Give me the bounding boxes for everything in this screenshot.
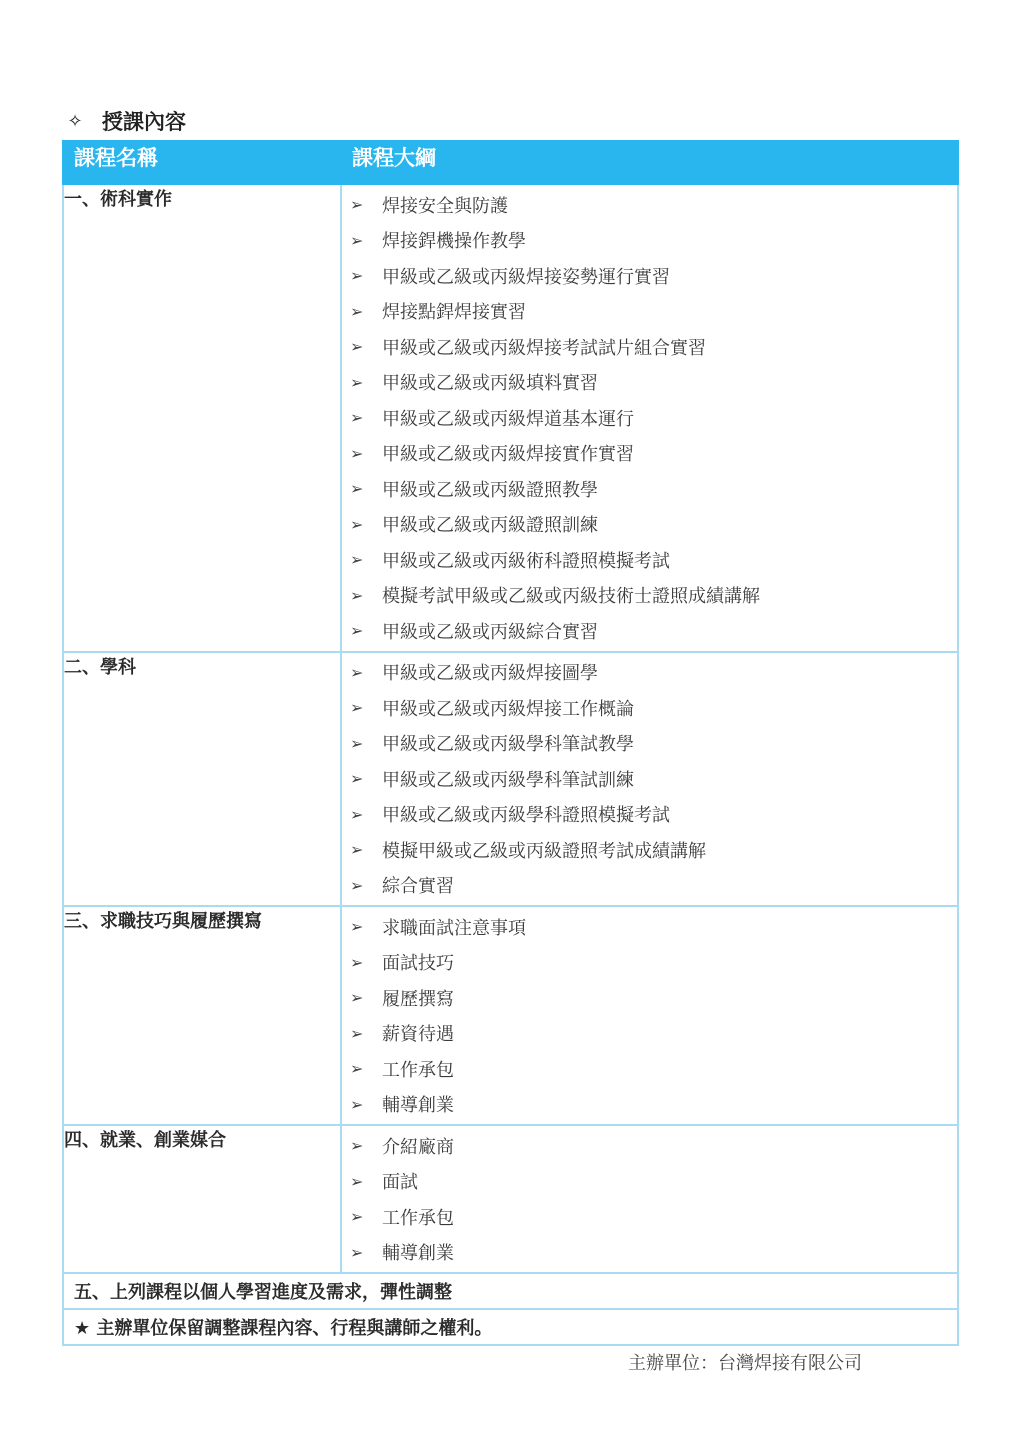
outline-item-text: 工作承包 (382, 1059, 454, 1081)
outline-item-text: 甲級或乙級或丙級學科筆試訓練 (382, 769, 634, 791)
arrow-bullet-icon: ➢ (350, 550, 364, 570)
arrow-bullet-icon: ➢ (350, 1136, 364, 1156)
list-item (350, 655, 957, 691)
outline-item-text: 面試 (382, 1172, 418, 1194)
arrow-bullet-icon: ➢ (350, 733, 364, 753)
arrow-bullet-icon: ➢ (350, 408, 364, 428)
arrow-bullet-icon: ➢ (350, 1171, 364, 1191)
arrow-bullet-icon: ➢ (350, 1023, 364, 1043)
list-item (350, 294, 957, 330)
course-outline-cell (341, 184, 958, 652)
outline-item-text: 甲級或乙級或丙級填料實習 (382, 373, 598, 395)
arrow-bullet-icon: ➢ (350, 769, 364, 789)
outline-item-text: 甲級或乙級或丙級證照教學 (382, 479, 598, 501)
arrow-bullet-icon: ➢ (350, 1059, 364, 1079)
arrow-bullet-icon: ➢ (350, 514, 364, 534)
arrow-bullet-icon: ➢ (350, 952, 364, 972)
outline-item-text: 面試技巧 (382, 953, 454, 975)
list-item (350, 223, 957, 259)
header-course-outline: 課程大綱 (341, 141, 958, 184)
outline-item-text: 薪資待遇 (382, 1024, 454, 1046)
outline-item-text: 工作承包 (382, 1207, 454, 1229)
arrow-bullet-icon: ➢ (350, 585, 364, 605)
sparkle-icon: ✧ (67, 110, 83, 132)
list-item (350, 1199, 957, 1235)
table-header-row (63, 141, 958, 184)
arrow-bullet-icon: ➢ (350, 479, 364, 499)
list-item (350, 868, 957, 904)
list-item (350, 1087, 957, 1123)
list-item (350, 400, 957, 436)
outline-item-text: 模擬甲級或乙級或丙級證照考試成績講解 (382, 840, 706, 862)
outline-item-text: 甲級或乙級或丙級術科證照模擬考試 (382, 550, 670, 572)
outline-item-text: 求職面試注意事項 (382, 917, 526, 939)
table-row (63, 184, 958, 652)
outline-item-text: 甲級或乙級或丙級焊接考試試片組合實習 (382, 337, 706, 359)
outline-item-text: 甲級或乙級或丙級焊接工作概論 (382, 698, 634, 720)
section-title: 授課內容 (102, 110, 186, 134)
organizer-label: 主辦單位：台灣焊接有限公司 (628, 1353, 862, 1374)
arrow-bullet-icon: ➢ (350, 875, 364, 895)
list-item (350, 909, 957, 945)
table-row (63, 906, 958, 1125)
outline-item-text: 甲級或乙級或丙級綜合實習 (382, 621, 598, 643)
arrow-bullet-icon: ➢ (350, 988, 364, 1008)
header-course-name: 課程名稱 (63, 141, 341, 184)
arrow-bullet-icon: ➢ (350, 840, 364, 860)
course-table (62, 140, 959, 1346)
course-category: 二、學科 (63, 652, 341, 907)
list-item (350, 832, 957, 868)
outline-list (342, 185, 957, 651)
outline-item-text: 甲級或乙級或丙級學科筆試教學 (382, 734, 634, 756)
list-item (350, 1016, 957, 1052)
list-item (350, 980, 957, 1016)
table-row (63, 652, 958, 907)
arrow-bullet-icon: ➢ (350, 372, 364, 392)
arrow-bullet-icon: ➢ (350, 266, 364, 286)
list-item (350, 690, 957, 726)
outline-item-text: 介紹廠商 (382, 1136, 454, 1158)
list-item (350, 542, 957, 578)
arrow-bullet-icon: ➢ (350, 337, 364, 357)
outline-item-text: 輔導創業 (382, 1095, 454, 1117)
note-text: ★ 主辦單位保留調整課程內容、行程與講師之權利。 (63, 1309, 958, 1345)
notes-body (63, 1273, 958, 1345)
outline-item-text: 焊接安全與防護 (382, 195, 508, 217)
outline-item-text: 焊接點銲焊接實習 (382, 302, 526, 324)
course-outline-cell (341, 652, 958, 907)
list-item (350, 1164, 957, 1200)
arrow-bullet-icon: ➢ (350, 917, 364, 937)
list-item (350, 1051, 957, 1087)
outline-item-text: 甲級或乙級或丙級焊接姿勢運行實習 (382, 266, 670, 288)
outline-item-text: 履歷撰寫 (382, 988, 454, 1010)
list-item (350, 797, 957, 833)
outline-list (342, 653, 957, 906)
table-row (63, 1125, 958, 1273)
list-item (350, 436, 957, 472)
outline-list (342, 907, 957, 1124)
arrow-bullet-icon: ➢ (350, 1242, 364, 1262)
outline-item-text: 輔導創業 (382, 1243, 454, 1265)
list-item (350, 1128, 957, 1164)
arrow-bullet-icon: ➢ (350, 195, 364, 215)
outline-item-text: 甲級或乙級或丙級證照訓練 (382, 515, 598, 537)
table-body (63, 184, 958, 1273)
course-outline-cell (341, 1125, 958, 1273)
list-item (350, 613, 957, 649)
course-category: 四、就業、創業媒合 (63, 1125, 341, 1273)
outline-item-text: 綜合實習 (382, 876, 454, 898)
arrow-bullet-icon: ➢ (350, 698, 364, 718)
outline-item-text: 甲級或乙級或丙級焊接圖學 (382, 663, 598, 685)
outline-item-text: 甲級或乙級或丙級學科證照模擬考試 (382, 805, 670, 827)
list-item (350, 1235, 957, 1271)
section-heading (62, 106, 186, 136)
arrow-bullet-icon: ➢ (350, 1207, 364, 1227)
arrow-bullet-icon: ➢ (350, 804, 364, 824)
list-item (350, 507, 957, 543)
outline-item-text: 甲級或乙級或丙級焊道基本運行 (382, 408, 634, 430)
list-item (350, 329, 957, 365)
arrow-bullet-icon: ➢ (350, 1094, 364, 1114)
list-item (350, 761, 957, 797)
arrow-bullet-icon: ➢ (350, 621, 364, 641)
note-row (63, 1309, 958, 1345)
arrow-bullet-icon: ➢ (350, 662, 364, 682)
list-item (350, 726, 957, 762)
outline-list (342, 1126, 957, 1272)
list-item (350, 471, 957, 507)
outline-item-text: 模擬考試甲級或乙級或丙級技術士證照成績講解 (382, 586, 760, 608)
course-outline-cell (341, 906, 958, 1125)
outline-item-text: 焊接銲機操作教學 (382, 231, 526, 253)
list-item (350, 187, 957, 223)
note-text: 五、上列課程以個人學習進度及需求，彈性調整 (63, 1273, 958, 1309)
list-item (350, 945, 957, 981)
list-item (350, 578, 957, 614)
list-item (350, 258, 957, 294)
list-item (350, 365, 957, 401)
outline-item-text: 甲級或乙級或丙級焊接實作實習 (382, 444, 634, 466)
note-row (63, 1273, 958, 1309)
arrow-bullet-icon: ➢ (350, 443, 364, 463)
arrow-bullet-icon: ➢ (350, 301, 364, 321)
course-category: 一、術科實作 (63, 184, 341, 652)
course-category: 三、求職技巧與履歷撰寫 (63, 906, 341, 1125)
arrow-bullet-icon: ➢ (350, 230, 364, 250)
